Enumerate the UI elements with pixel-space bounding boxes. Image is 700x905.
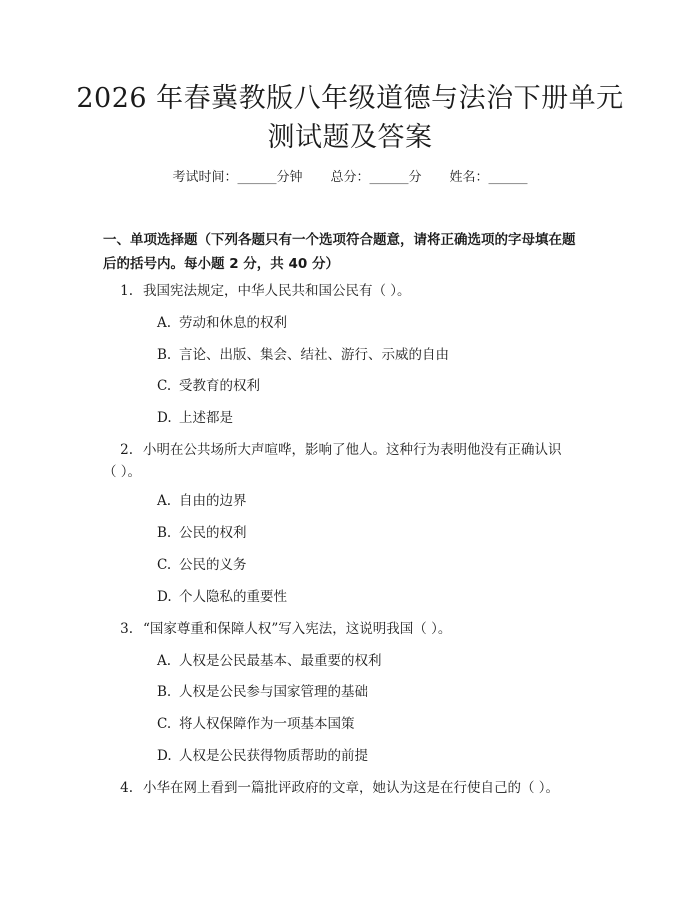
question-text: “国家尊重和保障人权”写入宪法，这说明我国（ ）。 (143, 621, 452, 637)
option-text: 上述都是 (179, 410, 233, 426)
question-3 (103, 617, 603, 641)
question-text: 我国宪法规定，中华人民共和国公民有（ ）。 (143, 283, 411, 299)
question-number: 3. (120, 621, 133, 637)
question-text-continued: （ ）。 (103, 464, 142, 480)
option-1c (157, 375, 260, 397)
option-letter: C. (157, 378, 172, 394)
page-title-line-2: 测试题及答案 (267, 122, 433, 153)
option-text: 个人隐私的重要性 (179, 589, 287, 605)
question-number: 1. (120, 283, 133, 299)
option-text: 言论、出版、集会、结社、游行、示威的自由 (179, 347, 449, 363)
question-number: 2. (120, 442, 133, 458)
option-letter: B. (157, 684, 172, 700)
option-text: 将人权保障作为一项基本国策 (179, 716, 355, 732)
question-4 (103, 776, 603, 800)
option-3b (157, 681, 368, 703)
option-text: 自由的边界 (179, 493, 247, 509)
page-title-line-1: 2026 年春冀教版八年级道德与法治下册单元 (76, 83, 624, 114)
question-text: 小明在公共场所大声喧哗，影响了他人。这种行为表明他没有正确认识 (143, 442, 562, 458)
option-1d (157, 407, 233, 429)
option-2b (157, 522, 247, 544)
option-letter: D. (157, 589, 172, 605)
student-name-field: 姓名：______ (449, 170, 528, 185)
option-letter: D. (157, 410, 172, 426)
question-2 (103, 438, 603, 462)
question-1 (103, 279, 603, 303)
option-letter: A. (157, 315, 172, 331)
question-number: 4. (120, 780, 133, 796)
question-text: 小华在网上看到一篇批评政府的文章，她认为这是在行使自己的（ ）。 (143, 780, 560, 796)
option-letter: C. (157, 557, 172, 573)
option-1a (157, 312, 287, 334)
option-3c (157, 713, 355, 735)
option-letter: D. (157, 748, 172, 764)
option-text: 人权是公民参与国家管理的基础 (179, 684, 368, 700)
exam-time-field: 考试时间：______分钟 (172, 170, 303, 185)
option-3a (157, 650, 382, 672)
option-text: 公民的权利 (179, 525, 247, 541)
option-2d (157, 586, 287, 608)
option-letter: B. (157, 347, 172, 363)
option-text: 劳动和休息的权利 (179, 315, 287, 331)
section-heading-line-1: 一、单项选择题（下列各题只有一个选项符合题意，请将正确选项的字母填在题 (103, 232, 576, 248)
option-3d (157, 745, 368, 767)
option-letter: A. (157, 653, 172, 669)
option-text: 公民的义务 (179, 557, 247, 573)
section-heading-line-2: 后的括号内。每小题 2 分，共 40 分） (103, 256, 339, 272)
option-text: 人权是公民最基本、最重要的权利 (179, 653, 382, 669)
section-heading (103, 228, 603, 276)
option-2c (157, 554, 247, 576)
exam-meta-row (0, 168, 700, 188)
total-score-field: 总分：______分 (330, 170, 422, 185)
option-text: 人权是公民获得物质帮助的前提 (179, 748, 368, 764)
option-letter: A. (157, 493, 172, 509)
option-letter: C. (157, 716, 172, 732)
option-text: 受教育的权利 (179, 378, 260, 394)
option-2a (157, 490, 247, 512)
option-1b (157, 344, 449, 366)
option-letter: B. (157, 525, 172, 541)
